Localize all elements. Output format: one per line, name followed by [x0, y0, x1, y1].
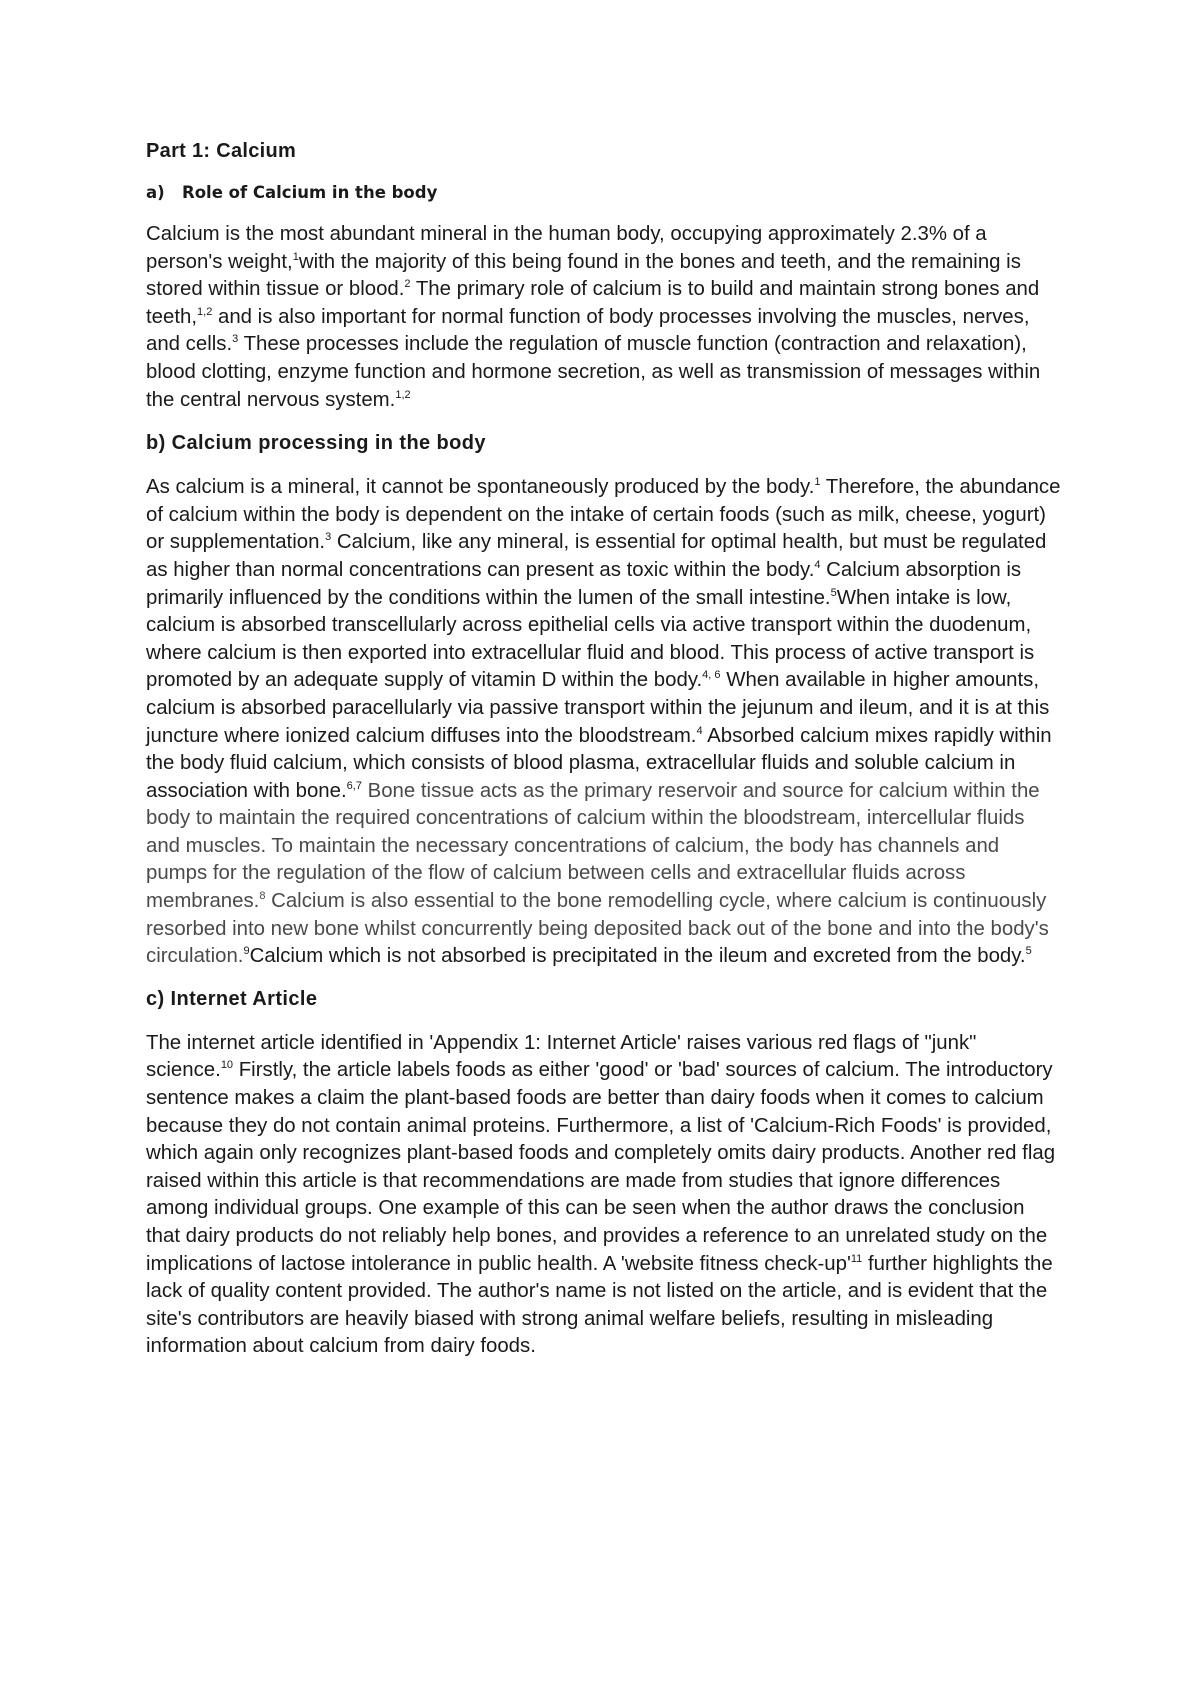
- section-a-number: a): [146, 183, 165, 202]
- citation: 1,2: [197, 305, 213, 318]
- text-run: Calcium absorption is primarily influenced by the conditions within the lumen of the small intestine.: [146, 558, 1022, 609]
- citation: 4, 6: [702, 669, 721, 682]
- citation: 4: [814, 559, 821, 572]
- citation: 1: [292, 250, 299, 263]
- section-a-heading: [146, 183, 1061, 202]
- section-c-paragraph: [146, 1030, 1061, 1361]
- citation: 6,7: [346, 779, 362, 792]
- citation: 1: [814, 476, 821, 489]
- citation: 9: [243, 945, 250, 958]
- citation: 5: [1025, 945, 1032, 958]
- text-run: These processes include the regulation of muscle function (contraction and relaxation), blood clotting, enzyme function and hormone secretion, as well as transmission of messages within the central nervous system.: [146, 333, 1041, 411]
- section-a-heading-text: Role of Calcium in the body: [182, 183, 438, 202]
- page-title: Part 1: Calcium: [146, 140, 297, 162]
- text-run: When available in higher amounts, calcium is absorbed paracellularly via passive transport within the jejunum and ileum, and it is at this juncture where ionized calcium diffuses into the bloodstream.: [146, 669, 1050, 747]
- text-run: The internet article identified in 'Appendix 1: Internet Article' raises various red flags of "junk" science.: [146, 1031, 977, 1082]
- text-run: As calcium is a mineral, it cannot be spontaneously produced by the body.: [146, 476, 815, 499]
- text-run: Bone tissue acts as the primary reservoir and source for calcium within the body to maintain the required concentrations of calcium within the bloodstream, intercellular fluids and muscles. To maintain the necessary concentrations of calcium, the body has channels and pumps for the regulation of the flow of calcium between cells and extracellular fluids across membranes.: [146, 779, 1040, 913]
- citation: 2: [404, 278, 411, 291]
- section-b-heading: b) Calcium processing in the body: [146, 432, 486, 455]
- section-c-heading: c) Internet Article: [146, 987, 318, 1010]
- section-b-paragraph: [146, 474, 1061, 971]
- text-run: Therefore, the abundance of calcium within the body is dependent on the intake of certain foods (such as milk, cheese, yogurt) or supplementation.: [146, 476, 1061, 554]
- text-run: When intake is low, calcium is absorbed transcellularly across epithelial cells via active transport within the duodenum, where calcium is then exported into extracellular fluid and blood. This process of active transport is promoted by an adequate supply of vitamin D within the body.: [146, 586, 1035, 692]
- text-run: Calcium is the most abundant mineral in the human body, occupying approximately 2.3% of a person's weight,: [146, 223, 987, 273]
- citation: 10: [220, 1059, 234, 1072]
- document-page: [146, 140, 1061, 1361]
- text-run: and is also important for normal function of body processes involving the muscles, nerves, and cells.: [146, 305, 1030, 356]
- citation: 3: [232, 333, 239, 346]
- citation: 1,2: [395, 388, 411, 401]
- text-run: Calcium which is not absorbed is precipitated in the ileum and excreted from the body.: [249, 945, 1026, 968]
- citation: 8: [259, 890, 266, 903]
- citation: 5: [830, 586, 837, 599]
- text-run: Absorbed calcium mixes rapidly within the body fluid calcium, which consists of blood plasma, extracellular fluids and soluble calcium in association with bone.: [146, 724, 1052, 802]
- citation: 11: [850, 1252, 863, 1265]
- text-run: with the majority of this being found in the bones and teeth, and the remaining is stored within tissue or blood.: [146, 250, 1021, 301]
- citation: 4: [696, 724, 703, 737]
- citation: 3: [325, 531, 332, 544]
- text-run: Calcium is also essential to the bone remodelling cycle, where calcium is continuously resorbed into new bone whilst concurrently being deposited back out of the bone and into the body's circulation.: [146, 890, 1049, 968]
- text-run: further highlights the lack of quality content provided. The author's name is not listed on the article, and is evident that the site's contributors are heavily biased with strong animal welfare beliefs, resulting in misleading information about calcium from dairy foods.: [146, 1252, 1053, 1358]
- section-a-paragraph: [146, 221, 1061, 414]
- text-run: The primary role of calcium is to build and maintain strong bones and teeth,: [146, 278, 1040, 328]
- text-run: Firstly, the article labels foods as either 'good' or 'bad' sources of calcium. The introductory sentence makes a claim the plant-based foods are better than dairy foods when it comes to calcium because they do not contain animal proteins. Furthermore, a list of 'Calcium-Rich Foods' is provided, which again only recognizes plant-based foods and completely omits dairy products. Another red flag raised within this article is that recommendations are made from studies that ignore differences among individual groups. One example of this can be seen when the author draws the conclusion that dairy products do not reliably help bones, and provides a reference to an unrelated study on the implications of lactose intolerance in public health. A 'website fitness check-up': [146, 1059, 1056, 1275]
- text-run: Calcium, like any mineral, is essential for optimal health, but must be regulated as higher than normal concentrations can present as toxic within the body.: [146, 531, 1047, 581]
